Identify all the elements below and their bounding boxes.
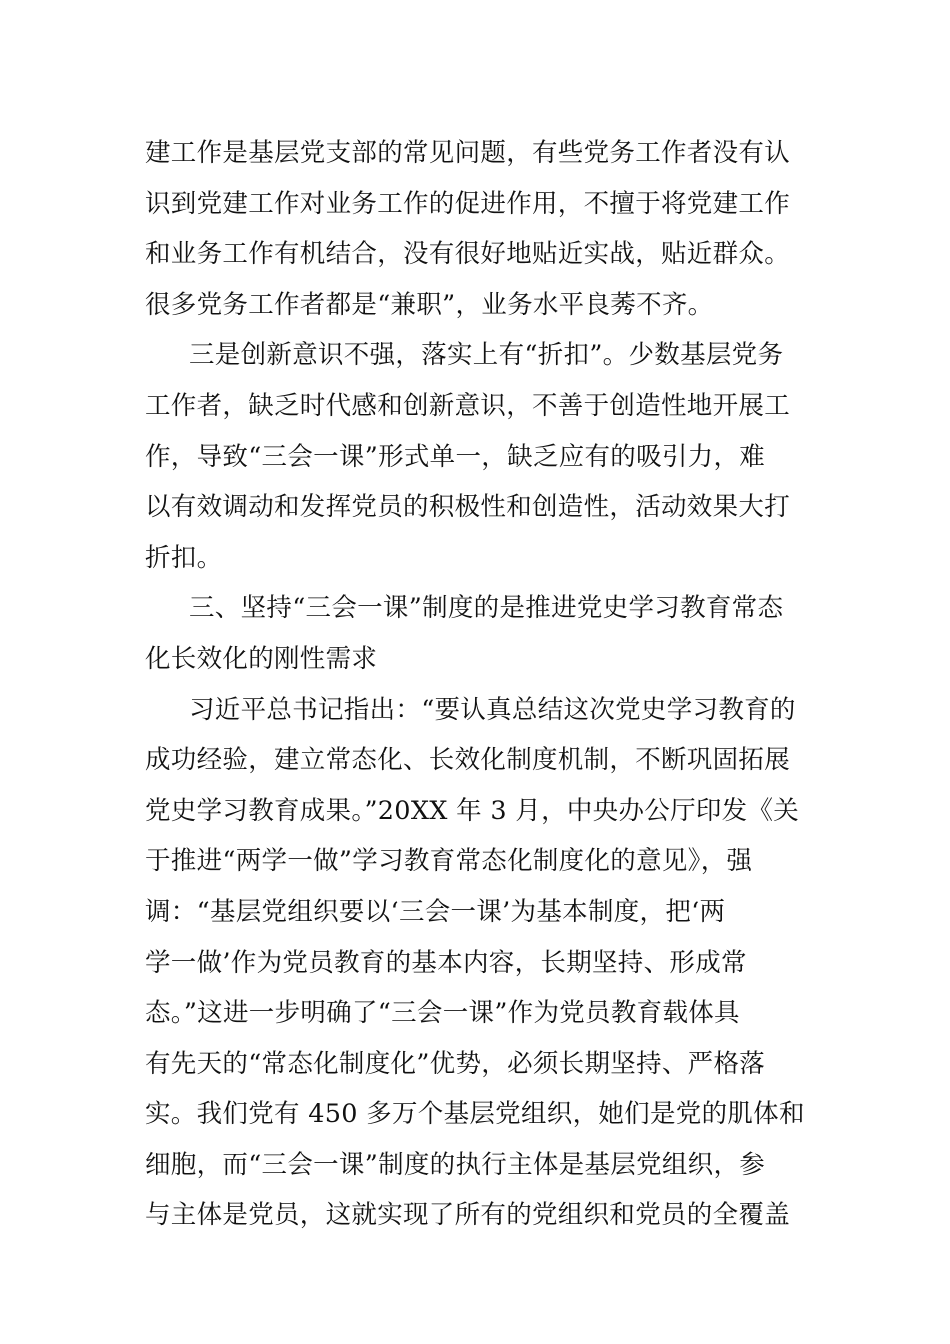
- text-line: 很多党务工作者都是“兼职”，业务水平良莠不齐。: [145, 289, 714, 320]
- text-line: 以有效调动和发挥党员的积极性和创造性，活动效果大打: [145, 492, 791, 523]
- text-line: 工作者，缺乏时代感和创新意识，不善于创造性地开展工: [145, 390, 791, 421]
- paragraph-point-three: [145, 330, 807, 583]
- text-line: 实。我们党有 450 多万个基层党组织，她们是党的肌体和: [145, 1099, 805, 1130]
- text-line: 细胞，而“三会一课”制度的执行主体是基层党组织，参: [145, 1149, 766, 1180]
- document-page: [145, 128, 807, 1241]
- text-line: 习近平总书记指出：“要认真总结这次党史学习教育的: [189, 694, 796, 725]
- text-line: 学一做’作为党员教育的基本内容，长期坚持、形成常: [145, 947, 747, 978]
- text-line: 调：“基层党组织要以‘三会一课’为基本制度，把‘两: [145, 896, 726, 927]
- heading-line: 三、坚持“三会一课”制度的是推进党史学习教育常态: [189, 593, 784, 624]
- text-line: 党史学习教育成果。”20XX 年 3 月，中央办公厅印发《关: [145, 795, 800, 826]
- text-line: 作，导致“三会一课”形式单一，缺乏应有的吸引力，难: [145, 441, 766, 472]
- paragraph-quote: [145, 685, 807, 1242]
- text-line: 态。”这进一步明确了“三会一课”作为党员教育载体具: [145, 998, 740, 1029]
- heading-line: 化长效化的刚性需求: [145, 643, 378, 674]
- text-line: 建工作是基层党支部的常见问题，有些党务工作者没有认: [145, 138, 791, 168]
- text-line: 和业务工作有机结合，没有很好地贴近实战，贴近群众。: [145, 239, 791, 270]
- text-line: 于推进“两学一做”学习教育常态化制度化的意见》，强: [145, 846, 753, 877]
- text-line: 三是创新意识不强，落实上有“折扣”。少数基层党务: [189, 340, 784, 371]
- text-line: 折扣。: [145, 542, 223, 573]
- section-heading-three: [145, 583, 807, 684]
- text-line: 有先天的“常态化制度化”优势，必须长期坚持、严格落: [145, 1048, 766, 1079]
- text-line: 与主体是党员，这就实现了所有的党组织和党员的全覆盖: [145, 1200, 791, 1231]
- text-line: 成功经验，建立常态化、长效化制度机制，不断巩固拓展: [145, 745, 791, 776]
- paragraph-continuation: [145, 128, 807, 330]
- text-line: 识到党建工作对业务工作的促进作用，不擅于将党建工作: [145, 188, 791, 219]
